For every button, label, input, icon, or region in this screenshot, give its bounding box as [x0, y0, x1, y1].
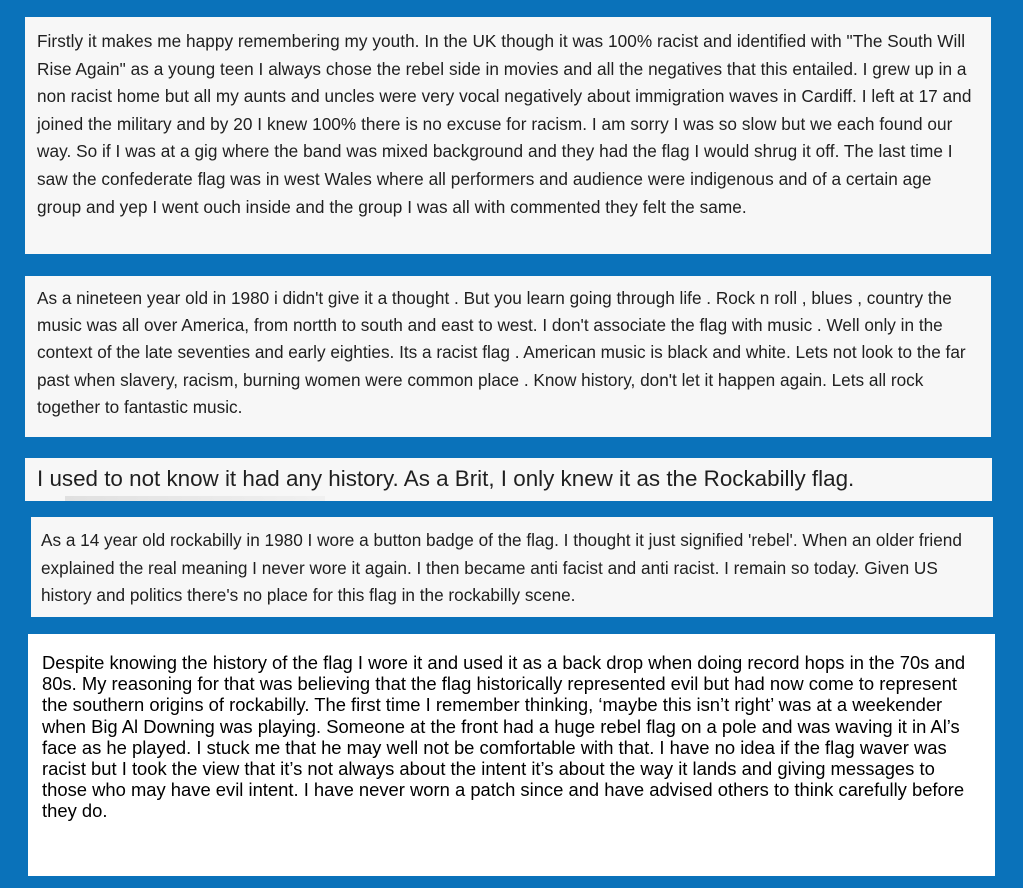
comment-text: Despite knowing the history of the flag I wore it and used it as a back drop when doing record hops in the 70s and 80s. My reasoning for that was believing that the flag historically represented evil but had now come to represent the southern origins of rockabilly. The first time I remember thinking, ‘maybe this isn’t right’ was at a weekender when Big Al Downing was playing. Someone at the front had a huge rebel flag on a pole and was waving it in Al’s face as he played. I stuck me that he may well not be comfortable with that. I have no idea if the flag waver was racist but I took the view that it’s not always about the intent it’s about the way it lands and giving messages to those who may have evil intent. I have never worn a patch since and have advised others to think carefully before they do. — [42, 652, 966, 822]
comment-text: As a nineteen year old in 1980 i didn't give it a thought . But you learn going through life . Rock n roll , blues , country the music was all over America, from nortth to south and east to west. I don't associate the flag with music . Well only in the context of the late seventies and early eighties. Its a racist flag . American music is black and white. Lets not look to the far past when slavery, racism, burning women were common place . Know history, don't let it happen again. Lets all rock together to fantastic music. — [37, 288, 966, 417]
comment-text: I used to not know it had any history. As a Brit, I only knew it as the Rockabilly flag. — [37, 466, 855, 491]
comment-card-4 — [31, 517, 993, 617]
comment-card-1 — [25, 17, 991, 254]
comment-card-5 — [28, 634, 995, 876]
cropped-text-remnant — [65, 496, 325, 501]
comment-text: As a 14 year old rockabilly in 1980 I wore a button badge of the flag. I thought it just signified 'rebel'. When an older friend explained the real meaning I never wore it again. I then became anti facist and anti racist. I remain so today. Given US history and politics there's no place for this flag in the rockabilly scene. — [41, 530, 962, 606]
comment-card-3 — [25, 458, 992, 501]
comment-card-2 — [25, 276, 991, 437]
comment-text: Firstly it makes me happy remembering my youth. In the UK though it was 100% racist and identified with "The South Will Rise Again" as a young teen I always chose the rebel side in movies and all the negatives that this entailed. I grew up in a non racist home but all my aunts and uncles were very vocal negatively about immigration waves in Cardiff. I left at 17 and joined the military and by 20 I knew 100% there is no excuse for racism. I am sorry I was so slow but we each found our way. So if I was at a gig where the band was mixed background and they had the flag I would shrug it off. The last time I saw the confederate flag was in west Wales where all performers and audience were indigenous and of a certain age group and yep I went ouch inside and the group I was all with commented they felt the same. — [37, 31, 972, 217]
